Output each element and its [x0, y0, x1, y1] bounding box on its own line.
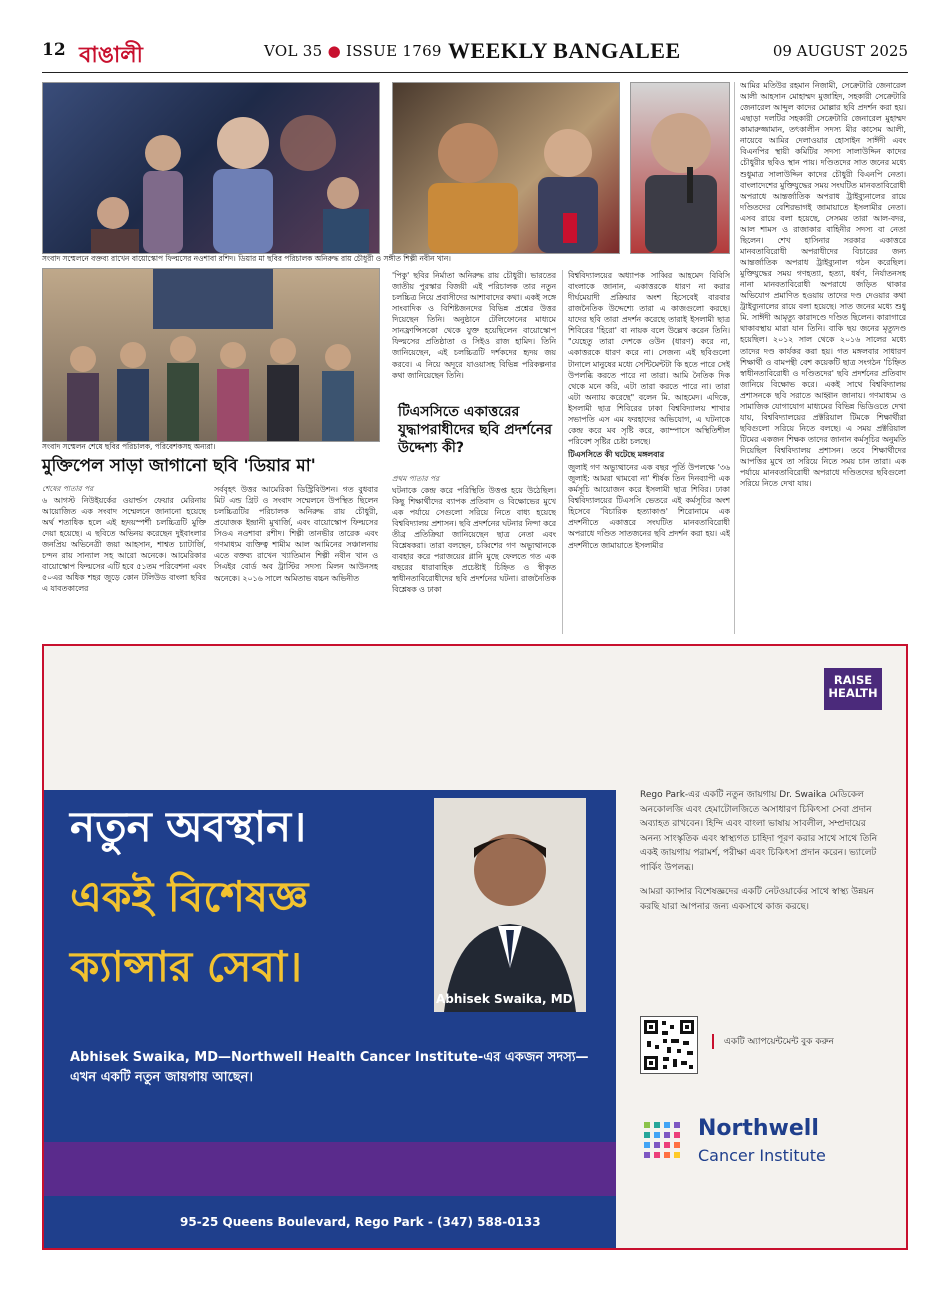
northwell-name: Northwell — [698, 1116, 819, 1141]
article2-text-1: ঘটনাকে কেন্দ্র করে পরিস্থিতি উত্তপ্ত হয়ে উঠেছিল। কিছু শিক্ষার্থীদের ব্যাপক প্রতিবাদ ও বিক্ষোভের মুখে এক পর্যায়ে সেগুলো সরিয়ে নিতে বাধ্য হয়েছে বিশ্ববিদ্যালয় প্রশাসন। ছবি প্রদর্শনের ঘটনার নিন্দা করে তীব্র প্রতিক্রিয়া জানিয়েছেন ছাত্র নেতা এবং বিশ্লেষকরা। তারা বলছেন, চব্বিশের গণ অভ্যুত্থানকে ব্যবহার করে পরাজয়ের গ্লানি মুছে ফেলতে গত এক বছরের ধারাবাহিক প্রচেষ্টাই চিহ্নিত ও স্বীকৃত স্বাধীনতাবিরোধীদের ছবি প্রদর্শনের ঘটনা। রাজনৈতিক বিশ্লেষক ও ঢাকা — [392, 485, 556, 595]
northwell-logo — [642, 1116, 892, 1172]
article2-headline: টিএসসিতে একাত্তরের যুদ্ধাপরাধীদের ছবি প্রদর্শনের উদ্দেশ্য কী? — [398, 404, 552, 456]
advertisement-northwell — [42, 644, 908, 1250]
ad-address: 95-25 Queens Boulevard, Rego Park - (347) 588-0133 — [44, 1196, 616, 1248]
book-appointment-link[interactable]: একটি অ্যাপয়েন্টমেন্ট বুক করুন — [712, 1034, 834, 1049]
ad-body-paragraph1: Rego Park-এর একটি নতুন জায়গায় Dr. Swaika মেডিকেল অনকোলজি এবং হেমাটোলজিতে অসাধারণ চিকিৎসা সেবা প্রদান অব্যাহত রাখবেন। হিন্দি এবং বাংলা ভাষায় সাবলীল, সম্প্রদায়ের অনন্য সাংস্কৃতিক এবং স্বাস্থ্যগত চাহিদা পূরণ করার সাথে সাথে তিনি একই জায়গায় পরামর্শ, পরীক্ষা এবং চিকিৎসা প্রদান করেন। ভ্যালেট পার্কিং উপলব্ধ। — [640, 790, 878, 873]
article2-subhead: টিএসসিতে কী ঘটেছে মঙ্গলবার — [568, 450, 665, 459]
ad-headline-line1: নতুন অবস্থান। — [70, 802, 307, 851]
raise-health-badge: RAISE HEALTH — [824, 668, 882, 710]
article1-text-2: সর্ববৃহৎ উত্তর আমেরিকা ডিস্ট্রিবিউশন। গত বুধবার মিট এন্ড গ্রিট ও সংবাদ সম্মেলনে উপস্থিত ছিলেন চলচ্চিত্রটির পরিচালক অনিরুদ্ধ রায় চৌধুরী, প্রযোজক ইন্দ্রানী মুখার্জি, এবং বায়োস্কোপ ফিল্মসের সিওএ নওশাবা রশীদ। শিল্পী তানভীর তারেক এবং গণমাধ্যম ব্যক্তিত্ব শামীম আল আমিনের সঞ্চালনায় এতে বক্তব্য রাখেন খ্যাতিমান শিল্পী নবীন খান ও সিএইর বোর্ড অব ট্রাস্টির সদস্য মিলন আউনসহ অনেকে। ২০১৬ সালে অমিতাভ বচ্চন অভিনীত — [214, 485, 378, 583]
qr-code-icon[interactable] — [640, 1016, 698, 1074]
article2-column3 — [740, 80, 906, 634]
article1-column3 — [392, 270, 556, 398]
ad-headline-line3: ক্যান্সার সেবা। — [70, 942, 303, 991]
photo-group-image — [43, 269, 379, 441]
newspaper-logo-icon — [70, 34, 152, 70]
article2-text-3: জুলাই গণ অভ্যুত্থানের এক বছর পূর্তি উপলক্ষে '৩৬ জুলাই: আমরা থামবো না' শীর্ষক তিন দিনব্যাপী এক কর্মসূচি আয়োজন করে ইসলামী ছাত্র শিবির। ঢাকা বিশ্ববিদ্যালয়ের টিএসসি ভেতরে এই কর্মসূচির অংশ হিসেবে 'বিচারিক হত্যাকাণ্ড' শিরোনামে এক প্রদর্শনীতে একাত্তরে সংঘটিত মানবতাবিরোধী অপরাধে দণ্ডিত সাতজনের ছবি প্রদর্শন করা হয়। এই প্রদর্শনীতে জামায়াতে ইসলামীর — [568, 463, 730, 550]
bullet-icon: ● — [327, 42, 347, 60]
article1-column1 — [42, 484, 206, 634]
issue-meta — [264, 42, 442, 60]
page-header — [42, 38, 908, 70]
photo-director-and-singer — [392, 82, 620, 254]
ad-body-paragraph2: আমরা ক্যান্সার বিশেষজ্ঞদের একটি নেটওয়ার্কের সাথে স্বাস্থ্য উন্নয়ন করছি যারা আপনার জন্য একসাথে কাজ করছে। — [640, 887, 875, 913]
article1-text-3: 'পিকু' ছবির নির্মাতা অনিরুদ্ধ রায় চৌধুরী। ভারতের জাতীয় পুরস্কার বিজয়ী এই পরিচালক তার নতুন চলচ্চিত্র নিয়ে প্রবাসীদের আশাবাদের কথা। একই সঙ্গে সাংবাদিক ও বিশিষ্টজনদের বিভিন্ন প্রশ্নের উত্তর দিয়েছেন তিনি। অনুষ্ঠানে টেলিফোনের মাধ্যমে সানফ্রান্সিসকো থেকে যুক্ত হয়েছিলেন বায়োস্কোপ ফিল্মসের প্রতিষ্ঠাতা ও সিইও রাজ হামিদ। তিনি জানিয়েছেন, এই চলচ্চিত্রটি দর্শকদের হৃদয় জয় করবে। এ নিয়ে অদূরে যাওয়াসহ বিভিন্ন পরিকল্পনার কথা জানিয়েছেন তিনি। — [392, 271, 556, 380]
issue-date: 09 AUGUST 2025 — [772, 42, 908, 60]
photo-speaker-image — [43, 83, 379, 253]
article2-continued-from: প্রথম পাতার পর — [392, 474, 440, 483]
northwell-subtitle: Cancer Institute — [698, 1146, 826, 1165]
doctor-name: Abhisek Swaika, MD — [436, 992, 573, 1006]
header-rule — [42, 72, 908, 73]
ad-purple-band — [44, 1142, 616, 1196]
photo-singer — [630, 82, 730, 254]
ad-member-line: Abhisek Swaika, MD—Northwell Health Cancer Institute-এর একজন সদস্য—এখন একটি নতুন জায়গায় আছেন। — [70, 1050, 589, 1086]
volume: VOL 35 — [264, 42, 323, 60]
top-photo-caption: সংবাদ সম্মেলনে বক্তব্য রাখেন বায়োস্কোপ ফিল্মসের নওশাবা রশিদ। ডিয়ার মা ছবির পরিচালক অনিরুদ্ধ রায় চৌধুরী ও সঙ্গীত শিল্পী নবীন খান। — [42, 254, 451, 263]
article1-headline: মুক্তিপেল সাড়া জাগানো ছবি 'ডিয়ার মা' — [42, 456, 316, 476]
photo-singer-image — [631, 83, 729, 253]
logo-text: বাঙালী — [79, 43, 143, 68]
doctor-photo — [434, 798, 586, 1012]
article2-text-4: আমির মতিউর রহমান নিজামী, সেক্রেটারি জেনারেল আলী আহসান মোহাম্মদ মুজাহিদ, সহকারী সেক্রেটারি জেনারেল আব্দুল কাদের মোল্লার ছবি প্রদর্শন করা হয়। এছাড়া দলটির সহকারী সেক্রেটারি জেনারেল মুহাম্মদ কামারুজ্জামান, তৎকালীন সদস্য মীর কাসেম আলী, নায়েবে আমির দেলাওয়ার হোসাইন সাঈদী এবং বিএনপির স্থায়ী কমিটির সদস্য সালাউদ্দিন কাদের চৌধুরীর ছবিও স্থান পায়। দণ্ডিতদের সাত জনের মধ্যে শুধুমাত্র সালাউদ্দিন কাদের চৌধুরী বিএনপি নেতা। বাংলাদেশের মুক্তিযুদ্ধের সময় সংঘটিত মানবতাবিরোধী অপরাধে আন্তর্জাতিক অপরাধ ট্রাইব্যুনালের রায়ে দণ্ডিতদের বেশিরভাগই জামায়াতে ইসলামীর নেতা। এসব রায়ে বলা হয়েছে, সেসময় তারা আল-বদর, আল শামস ও রাজাকার বাহিনীর সদস্য বা নেতা ছিলেন। শেখ হাসিনার সরকার একাত্তরে মানবতাবিরোধী অপরাধীদের বিচারের জন্য আন্তর্জাতিক অপরাধ ট্রাইব্যুনাল গঠন করেছিল। মুক্তিযুদ্ধের সময় গণহত্যা, হত্যা, ধর্ষণ, নির্যাতনসহ নানা মানবতাবিরোধী অপরাধে জড়িত থাকার অভিযোগ প্রমাণিত হওয়ায় তাদের দণ্ড দেওয়ার কথা ট্রাইব্যুনালের রায়ে বলা হয়েছে। সাত জনের মধ্যে শুধু মি. সাঈদী আমৃত্যু কারাদণ্ডে দণ্ডিত ছিলেন। কারাগারে থাকাবস্থায় মারা যান তিনি। বাকি ছয় জনের মৃত্যুদণ্ড হয়েছিল। ২০১২ সাল থেকে ২০১৬ সালের মধ্যে তাদের দণ্ড কার্যকর করা হয়। গত মঙ্গলবার সাধারণ শিক্ষার্থী ও বামপন্থী বেশ কয়েকটি ছাত্র সংগঠন 'চিহ্নিত স্বাধীনতাবিরোধী ও দণ্ডিতদের' ছবি প্রদর্শনের প্রতিবাদ জানিয়ে বিক্ষোভ করে। একই সাথে বিশ্ববিদ্যালয় প্রশাসনকে ছবি সরাতে আহ্বান জানায়। গণমাধ্যম ও সামাজিক যোগাযোগ মাধ্যমের বিভিন্ন ভিডিওতে দেখা যায়, বিশ্ববিদ্যালয়ের প্রক্টরিয়াল টিমকে শিক্ষার্থীরা ছবিগুলো সরিয়ে নিতে বলছে। এ সময় প্রক্টরিয়াল টিমের একজন শিক্ষক তাদের জানান কর্মসূচির অনুমতি দিয়েছিল বিশ্ববিদ্যালয় প্রশাসন। তবে শিক্ষার্থীদের আপত্তির মুখে তা সরিয়ে নিতে সময় চান তারা। এক পর্যায়ে মানবতাবিরোধী অপরাধে দণ্ডিতদের ছবিগুলো সরিয়ে নিতে দেখা যায়। — [740, 81, 906, 489]
column-divider — [562, 270, 563, 634]
article2-column1 — [392, 474, 556, 634]
ad-body-text — [640, 788, 880, 925]
article1-column2 — [214, 484, 378, 634]
photo-group-after-conference — [42, 268, 380, 442]
group-photo-caption: সংবাদ সম্মেলন শেষে ছবির পরিচালক, পরিবেশকসহ অন্যরা। — [42, 442, 216, 451]
article2-column2 — [568, 270, 730, 634]
article1-text-1: ৬ আগস্ট নিউইয়র্কের ওয়ার্ল্ডস ফেয়ার মেরিনায় আয়োজিত এক সংবাদ সম্মেলনে জানানো হয়েছে অর্থ শতাধিক হলে এই হৃদয়স্পর্শী চলচ্চিত্রটি মুক্তি দেয়া হয়েছে। এ ছবিতে অভিনয় করেছেন দুইবাংলার জনপ্রিয় অভিনেত্রী জয়া আহসান, শাশ্বত চ্যাটার্জি, চন্দন রায় সান্যাল সহ আরো অনেকে। আমেরিকার বায়োস্কোপ ফিল্মসের এটি হবে ৫১তম পরিবেশনা এবং ৫০এর অধিক শহর জুড়ে কোন টলিউড বাংলা ছবির এ যাবতকালের — [42, 495, 206, 594]
newspaper-title: WEEKLY BANGALEE — [448, 38, 681, 63]
page-number: 12 — [42, 40, 66, 60]
photo-press-conference-speaker — [42, 82, 380, 254]
photo-director-image — [393, 83, 619, 253]
northwell-mark-icon — [642, 1118, 690, 1166]
article2-text-2: বিশ্ববিদ্যালয়ের অধ্যাপক সাব্বির আহমেদ বিবিসি বাংলাকে জানান, একাত্তরকে ধারণ না করার দীর্ঘমেয়াদী প্রক্রিয়ার অংশ হিসেবেই বারবার রাজনৈতিক উদ্দেশ্যে তারা এ কাজগুলো করছে। যাদের ছবি তারা প্রদর্শন করেছে তারাই ইসলামী ছাত্র শিবিরের 'হিরো' বা নায়ক বলে উল্লেখ করেন তিনি। "যেহেতু তারা দেশকে ওউন (ধারণ) করে না, একাত্তরকে ধারণ করে না। সেজন্য এই ছবিগুলো টানালে মানুষের মধ্যে সেন্টিমেন্টটা কি হতে পারে সেই উপলব্ধি করতে পারে না তারা। আমি নৈতিক দিক থেকে মনে করি, এটা তারা করতে পারে না। তারা এটা অন্যায় করেছে" বলেন মি. আহমেদ। এদিকে, ইসলামী ছাত্র শিবিরের ঢাকা বিশ্ববিদ্যালয় শাখার সভাপতি এস এম ফরহাদের অভিযোগ, এ ঘটনাকে কেন্দ্র করে মব সৃষ্টি করে, ক্যাম্পাসে অস্থিতিশীল পরিবেশ সৃষ্টির চেষ্টা চলছে। — [568, 271, 730, 446]
continued-from-label: শেষের পাতার পর — [42, 484, 94, 493]
ad-headline-line2: একই বিশেষজ্ঞ — [70, 872, 309, 921]
column-divider-right — [734, 82, 735, 634]
doctor-portrait-image — [434, 798, 586, 1012]
issue: ISSUE 1769 — [346, 42, 442, 60]
